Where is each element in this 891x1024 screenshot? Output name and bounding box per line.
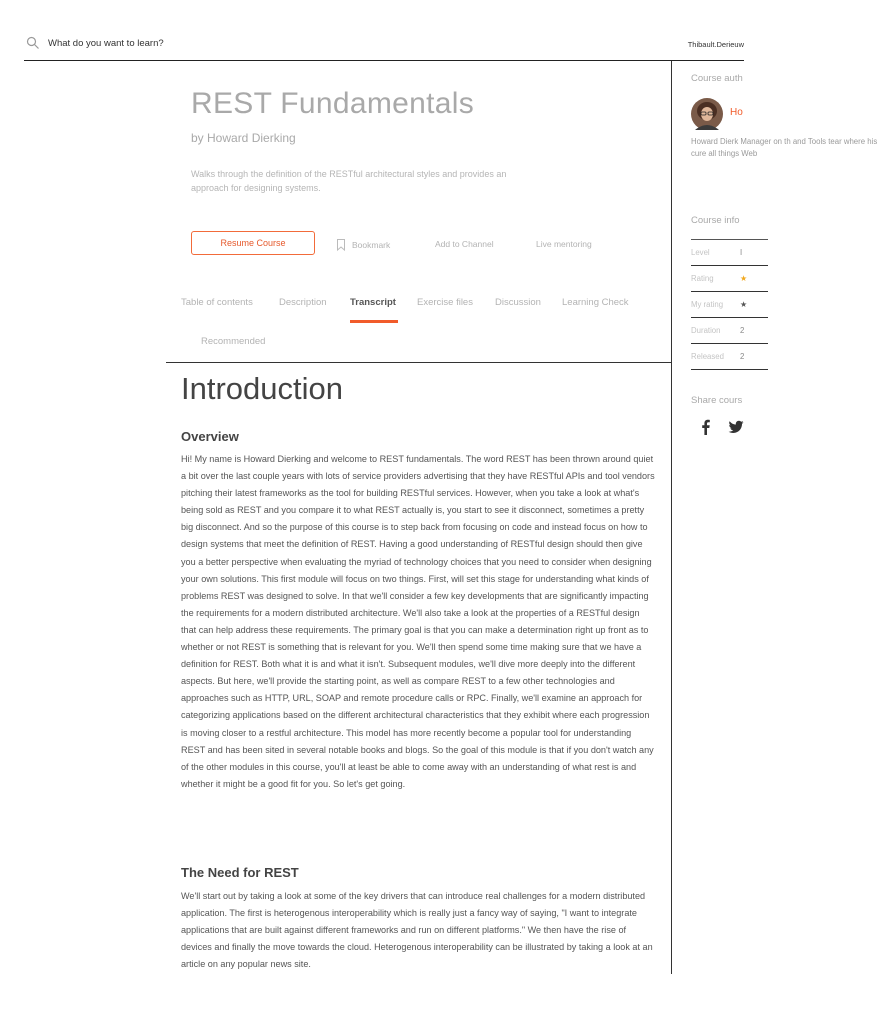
author-name-link[interactable]: Ho xyxy=(730,107,743,118)
twitter-icon[interactable] xyxy=(728,419,744,435)
tab-transcript[interactable]: Transcript xyxy=(350,297,396,308)
bookmark-icon xyxy=(336,239,346,251)
section-text-need-for-rest: We'll start out by taking a look at some of the key drivers that can introduce real challenges for a modern distributed application. The first is heterogenous interoperability which is really just a fancy way of saying, "I want to integrate applications that are built against different frameworks and run on different platforms." We then have the rise of devices and finally the move towards the cloud. Heterogenous interoperability can be illustrated by taking a look at an article on any popular news site. xyxy=(181,891,653,970)
info-key: Rating xyxy=(691,274,714,283)
tab-description[interactable]: Description xyxy=(279,297,327,308)
transcript-heading: Introduction xyxy=(181,371,343,406)
search-input[interactable] xyxy=(46,33,470,53)
bookmark-button[interactable] xyxy=(336,239,390,251)
user-menu[interactable]: Thibault.Derieuw xyxy=(687,40,744,49)
main-content xyxy=(0,61,671,1024)
active-tab-indicator xyxy=(350,320,398,323)
tab-learning-check[interactable]: Learning Check xyxy=(562,297,629,308)
live-mentoring-button[interactable]: Live mentoring xyxy=(536,239,592,249)
info-row-rating xyxy=(691,265,768,291)
info-row-released xyxy=(691,343,768,370)
info-row-level xyxy=(691,239,768,265)
course-description: Walks through the definition of the RESTful architectural styles and provides an approach for designing systems. xyxy=(191,169,507,193)
facebook-icon[interactable] xyxy=(698,419,714,435)
course-author-line: by Howard Dierking xyxy=(191,131,296,145)
section-title-need-for-rest: The Need for REST xyxy=(181,865,299,880)
course-info-label: Course info xyxy=(691,215,740,226)
tab-table-of-contents[interactable]: Table of contents xyxy=(181,297,253,308)
course-sidebar xyxy=(672,61,878,974)
info-value: 2 xyxy=(740,352,745,361)
tabs-divider xyxy=(166,362,671,363)
course-title: REST Fundamentals xyxy=(191,87,475,120)
info-value: I xyxy=(740,248,743,257)
course-author-label: Course auth xyxy=(691,73,743,84)
info-key: My rating xyxy=(691,300,724,309)
tab-recommended[interactable]: Recommended xyxy=(201,336,266,347)
section-title-overview: Overview xyxy=(181,429,239,444)
info-value: 2 xyxy=(740,326,745,335)
star-icon[interactable]: ★ xyxy=(740,300,748,309)
info-row-my-rating xyxy=(691,291,768,317)
author-avatar[interactable] xyxy=(691,98,723,130)
bookmark-label: Bookmark xyxy=(352,240,391,250)
star-icon: ★ xyxy=(740,274,748,283)
tab-discussion[interactable]: Discussion xyxy=(495,297,541,308)
tab-exercise-files[interactable]: Exercise files xyxy=(417,297,473,308)
search-bar xyxy=(24,30,744,61)
resume-course-button[interactable]: Resume Course xyxy=(191,231,315,255)
info-key: Released xyxy=(691,352,724,361)
search-icon[interactable] xyxy=(26,36,40,50)
share-course-label: Share cours xyxy=(691,395,743,406)
info-row-duration xyxy=(691,317,768,343)
info-key: Level xyxy=(691,248,710,257)
section-text-overview: Hi! My name is Howard Dierking and welcome to REST fundamentals. The word REST has been thrown around quiet a bit over the last couple years with lots of service providers advertising that they have RESTful APIs and tool vendors pitching their latest frameworks as the tool for building RESTful services. However, when you take a look at what's being sold as REST and you compare it to what REST actually is, you start to see it disconnect, sometimes a pretty big disconnect. And so the purpose of this course is to step back from focusing on code and instead focus on how to design systems that meet the definition of REST. Having a good understanding of RESTful design should then give you a better perspective when evaluating the myriad of technology choices that you need to consider when designing your own solutions. This first module will focus on two things. First, will set this stage for understanding what kinds of problems REST was designed to solve. In that we'll consider a few key developments that are significantly impacting the requirements for a modern distributed architecture. We'll also take a look at the properties of a RESTful design that can help address these requirements. The primary goal is that you can make a determination right up front as to whether or not REST is something that is relevant for you. We'll then spend some time making sure that we have a definition for REST. Both what it is and what it isn't. Subsequent modules, we'll dive more deeply into the different aspects. But here, we'll provide the starting point, as well as compare REST to a few other technologies and approaches such as HTTP, URL, SOAP and remote procedure calls or RPC. Finally, we'll examine an approach for categorizing applications based on the different architectural characteristics that they exhibit where each progression is moving closer to a restful architecture. This model has more recently become a popular tool for understanding REST and has been sited in several notable books and blogs. So the goal of this module is that if you don't watch any of the other modules in this course, you'll at least be able to come away with an understanding of what rest is and whether it might be a good fit for you. So let's get going. xyxy=(181,454,655,789)
add-to-channel-button[interactable]: Add to Channel xyxy=(435,239,494,249)
author-bio: Howard Dierk Manager on th and Tools tear where his cure all things Web xyxy=(691,137,878,158)
info-key: Duration xyxy=(691,326,721,335)
avatar-image xyxy=(691,98,723,130)
